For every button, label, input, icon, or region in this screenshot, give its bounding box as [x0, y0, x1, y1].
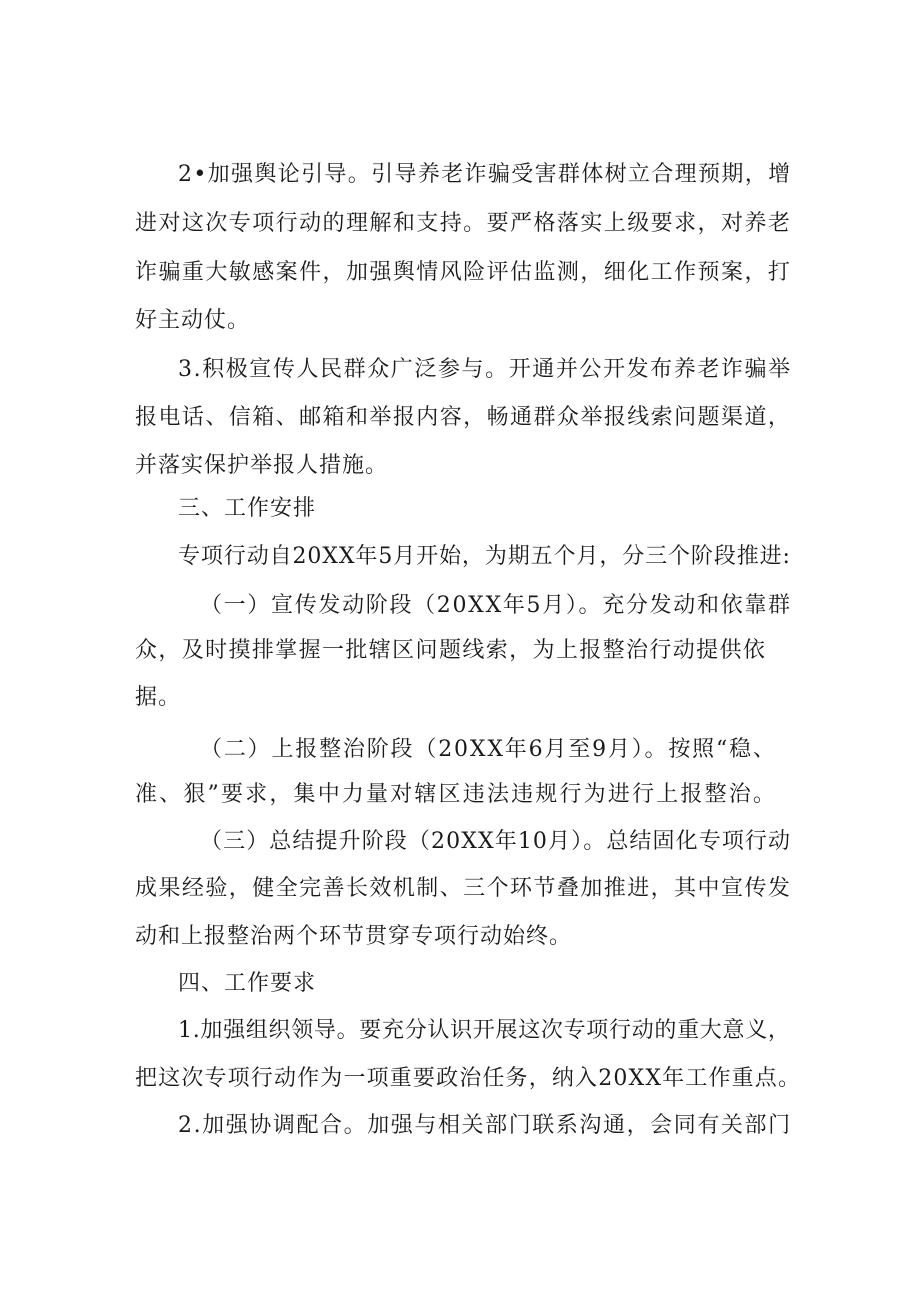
text-line: 进对这次专项行动的理解和支持。要严格落实上级要求，对养老 [135, 211, 792, 236]
text-line: 成果经验，健全完善长效机制、三个环节叠加推进，其中宣传发 [135, 876, 792, 901]
text-line: 1.加强组织领导。要充分认识开展这次专项行动的重大意义， [178, 1018, 791, 1043]
text-line: 准、狠”要求，集中力量对辖区违法违规行为进行上报整治。 [135, 782, 778, 807]
text-line: 把这次专项行动作为一项重要政治任务，纳入20XX年工作重点。 [135, 1066, 802, 1091]
text-line: 好主动仗。 [135, 308, 251, 333]
text-line: （一）宣传发动阶段（20XX年5月）。充分发动和依靠群 [200, 593, 792, 618]
text-line: 报电话、信箱、邮箱和举报内容，畅通群众举报线索问题渠道， [135, 405, 792, 430]
section-heading: 三、工作安排 [178, 496, 317, 521]
text-line: （三）总结提升阶段（20XX年10月）。总结固化专项行动 [200, 829, 792, 854]
text-line: 据。 [135, 685, 182, 710]
section-heading: 四、工作要求 [178, 971, 317, 996]
text-line: 2.加强协调配合。加强与相关部门联系沟通，会同有关部门 [178, 1113, 792, 1138]
text-line: 动和上报整治两个环节贯穿专项行动始终。 [135, 924, 573, 949]
text-line: 并落实保护举报人措施。 [135, 453, 389, 478]
text-line: 众，及时摸排掌握一批辖区问题线索，为上报整治行动提供依 [135, 638, 767, 663]
text-line: 诈骗重大敏感案件，加强舆情风险评估监测，细化工作预案，打 [135, 260, 792, 285]
text-line: （二）上报整治阶段（20XX年6月至9月）。按照“稳、 [200, 737, 777, 762]
text-line: 3.积极宣传人民群众广泛参与。开通并公开发布养老诈骗举 [178, 357, 792, 382]
text-line: 专项行动自20XX年5月开始，为期五个月，分三个阶段推进: [178, 544, 791, 569]
text-line: 2•加强舆论引导。引导养老诈骗受害群体树立合理预期，增 [178, 162, 792, 187]
